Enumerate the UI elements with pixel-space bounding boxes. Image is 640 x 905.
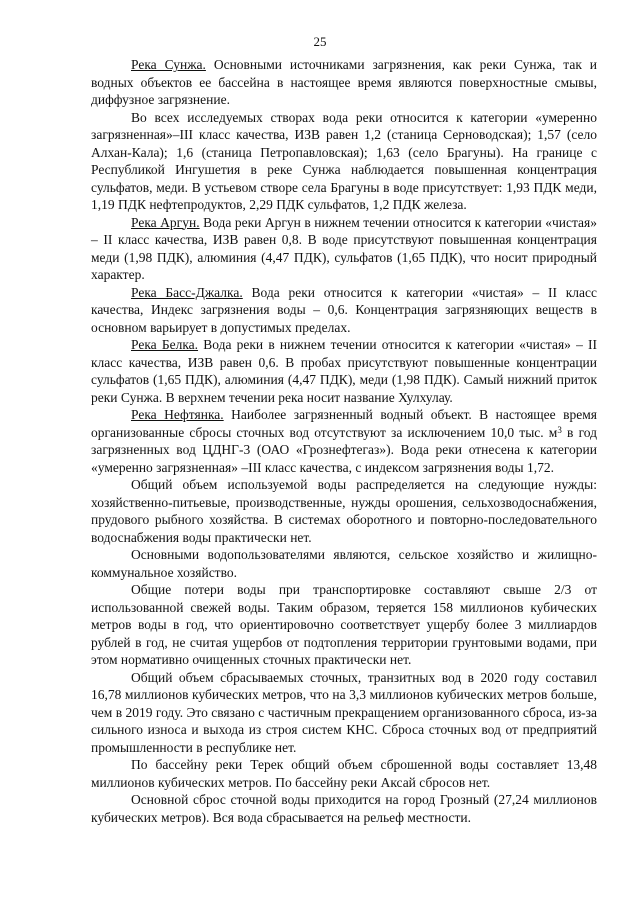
paragraph-text: Вода реки относится к категории «чистая» – II класс качества, Индекс загрязнения воды – 0,6. Концентрация загрязняющих веществ в основном варьирует в допустимых пределах. xyxy=(91,284,597,335)
paragraph-water-users xyxy=(91,546,597,581)
paragraph-text: Во всех исследуемых створах вода реки относится к категории «умеренно загрязненная»–III класс качества, ИЗВ равен 1,2 (станица Серноводская); 1,57 (село Алхан-Кала); 1,6 (станица Петропавловская); 1,63 (село Брагуны). На границе с Республикой Ингушетия в реке Сунжа наблюдается повышенная концентрация сульфатов, меди. В устьевом створе села Брагуны в воде присутствует: 1,93 ПДК меди, 1,19 ПДК нефтепродуктов, 2,29 ПДК сульфатов, 1,2 ПДК железа. xyxy=(91,109,597,212)
paragraph-sunzha-stations xyxy=(91,109,597,214)
paragraph-text: Основными водопользователями являются, сельское хозяйство и жилищно-коммунальное хозяйство. xyxy=(91,547,597,580)
paragraph-text: По бассейну реки Терек общий объем сброшенной воды составляет 13,48 миллионов кубических метров. По бассейну реки Аксай сбросов нет. xyxy=(91,757,597,790)
paragraph-water-use xyxy=(91,476,597,546)
paragraph-text: Основной сброс сточной воды приходится на город Грозный (27,24 миллионов кубических метров). Вся вода сбрасывается на рельеф местности. xyxy=(91,792,597,825)
paragraph-heading: Река Нефтянка. xyxy=(131,407,224,422)
paragraph-text: Вода реки в нижнем течении относится к категории «чистая» – II класс качества, ИЗВ равен 0,6. В пробах присутствуют повышенные концентрации сульфатов (1,65 ПДК), алюминия (4,47 ПДК), меди (1,98 ПДК). Самый нижний приток реки Сунжа. В верхнем течении река носит название Хулхулау. xyxy=(91,337,597,405)
paragraph-heading: Река Белка. xyxy=(131,337,199,352)
superscript: 3 xyxy=(557,424,562,435)
paragraph-text: Общий объем используемой воды распределяется на следующие нужды: хозяйственно-питьевые, производственные, нужды орошения, сельхозводоснабжения, прудового рыбного хозяйства. В системах оборотного и повторно-последовательного водоснабжения воды практически нет. xyxy=(91,477,597,545)
paragraph-heading: Река Аргун. xyxy=(131,214,200,230)
paragraph-text: в год загрязненных вод ЦДНГ-3 (ОАО «Грознефтегаз»). Вода реки отнесена к категории «умеренно загрязненная» –III класс качества, с индексом загрязнения воды 1,72. xyxy=(91,424,597,475)
paragraph-sunzha xyxy=(91,56,597,109)
paragraph-water-losses xyxy=(91,581,597,669)
paragraph-heading: Река Басс-Джалка. xyxy=(131,284,243,300)
page-number: 25 xyxy=(313,34,327,49)
paragraph-argun xyxy=(91,214,597,284)
paragraph-text: Основными источниками загрязнения, как реки Сунжа, так и водных объектов ее бассейна в настоящее время являются поверхностные смывы, диффузное загрязнение. xyxy=(91,57,598,107)
paragraph-text: Вода реки Аргун в нижнем течении относится к категории «чистая» – II класс качества, ИЗВ равен 0,8. В воде присутствуют повышенная концентрация меди (1,98 ПДК), алюминия (4,47 ПДК), сульфатов (1,65 ПДК), что носит природный характер. xyxy=(91,214,597,282)
paragraph-bass-dzhalka xyxy=(91,284,597,337)
paragraph-neftyanka xyxy=(91,406,597,476)
paragraph-wastewater-volume xyxy=(91,669,597,757)
paragraph-heading: Река Сунжа. xyxy=(131,57,206,72)
paragraph-grozny-discharge xyxy=(91,791,597,826)
paragraph-text: Наиболее загрязненный водный объект. В настоящее время организованные сбросы сточных вод отсутствуют за исключением 10,0 тыс. м xyxy=(91,407,597,440)
paragraph-text: Общий объем сбрасываемых сточных, транзитных вод в 2020 году составил 16,78 миллионов кубических метров, что на 3,3 миллионов кубических метров больше, чем в 2019 году. Это связано с частичным прекращением организованного сброса, из-за сильного износа и выхода из строя систем КНС. Сброса сточных вод от предприятий промышленности в республике нет. xyxy=(91,669,597,755)
paragraph-belka xyxy=(91,336,597,406)
document-body xyxy=(91,56,597,826)
paragraph-terek-basin xyxy=(91,756,597,791)
paragraph-text: Общие потери воды при транспортировке составляют свыше 2/3 от использованной свежей воды. Таким образом, теряется 158 миллионов кубических метров воды в год, что ориентировочно соответствует ущербу более 3 миллиардов рублей в год, не считая ущербов от подтопления территории грунтовыми водами, при этом нормативно очищенных сточных практически нет. xyxy=(91,582,597,667)
